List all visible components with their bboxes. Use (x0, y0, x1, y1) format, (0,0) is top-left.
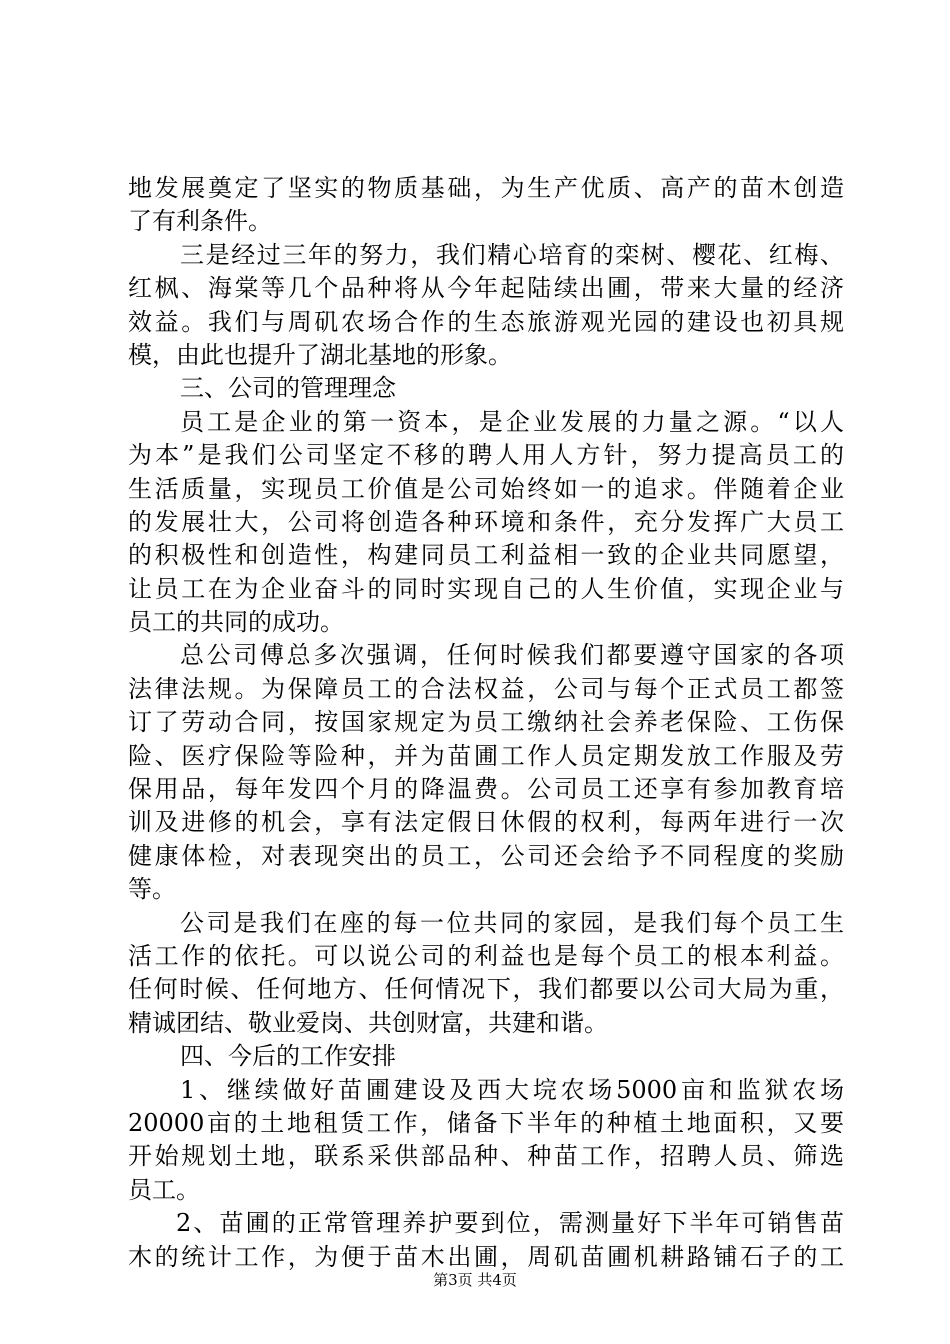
section-heading: 四、今后的工作安排 (180, 1042, 396, 1071)
text-line: 为本”是我们公司坚定不移的聘人用人方针，努力提高员工的 (128, 441, 844, 470)
text-line: 红枫、海棠等几个品种将从今年起陆续出圃，带来大量的经济 (128, 274, 844, 303)
text-line: 1、继续做好苗圃建设及西大垸农场5000亩和监狱农场 (180, 1075, 844, 1104)
text-line: 任何时候、任何地方、任何情况下，我们都要以公司大局为重， (128, 975, 844, 1004)
text-line: 员工是企业的第一资本，是企业发展的力量之源。“以人 (180, 407, 844, 436)
text-line: 活工作的依托。可以说公司的利益也是每个员工的根本利益。 (128, 941, 844, 970)
text-line: 的发展壮大，公司将创造各种环境和条件，充分发挥广大员工 (128, 507, 844, 536)
text-line: 训及进修的机会，享有法定假日休假的权利，每两年进行一次 (128, 808, 844, 837)
text-line: 订了劳动合同，按国家规定为员工缴纳社会养老保险、工伤保 (128, 708, 844, 737)
text-line: 员工的共同的成功。 (128, 608, 344, 637)
text-line: 模，由此也提升了湖北基地的形象。 (128, 340, 512, 369)
text-line: 2、苗圃的正常管理养护要到位，需测量好下半年可销售苗 (176, 1209, 844, 1238)
text-line: 让员工在为企业奋斗的同时实现自己的人生价值，实现企业与 (128, 574, 844, 603)
text-line: 了有利条件。 (128, 207, 272, 236)
text-line: 等。 (128, 875, 176, 904)
page-number-label: 第3页 共4页 (433, 1271, 517, 1289)
text-line: 三是经过三年的努力，我们精心培育的栾树、樱花、红梅、 (180, 240, 844, 269)
text-line: 开始规划土地，联系采供部品种、种苗工作，招聘人员、筛选 (128, 1142, 844, 1171)
document-body (128, 172, 844, 1274)
text-line: 精诚团结、敬业爱岗、共创财富，共建和谐。 (128, 1008, 608, 1037)
text-line: 险、医疗保险等险种，并为苗圃工作人员定期发放工作服及劳 (128, 741, 844, 770)
page-footer (0, 1270, 950, 1290)
section-heading: 三、公司的管理理念 (180, 374, 396, 403)
text-line: 地发展奠定了坚实的物质基础，为生产优质、高产的苗木创造 (128, 174, 844, 202)
text-line: 法律法规。为保障员工的合法权益，公司与每个正式员工都签 (128, 674, 844, 703)
text-line: 员工。 (128, 1175, 200, 1204)
text-line: 木的统计工作，为便于苗木出圃，周矶苗圃机耕路铺石子的工 (128, 1242, 844, 1271)
text-line: 总公司傅总多次强调，任何时候我们都要遵守国家的各项 (180, 641, 844, 670)
text-line: 健康体检，对表现突出的员工，公司还会给予不同程度的奖励 (128, 841, 844, 870)
text-line: 20000亩的土地租赁工作，储备下半年的种植土地面积，又要 (128, 1108, 844, 1137)
text-line: 生活质量，实现员工价值是公司始终如一的追求。伴随着企业 (128, 474, 844, 503)
text-line: 的积极性和创造性，构建同员工利益相一致的企业共同愿望， (128, 541, 844, 570)
text-line: 效益。我们与周矶农场合作的生态旅游观光园的建设也初具规 (128, 307, 844, 336)
text-line: 公司是我们在座的每一位共同的家园，是我们每个员工生 (180, 908, 844, 937)
text-line: 保用品，每年发四个月的降温费。公司员工还享有参加教育培 (128, 775, 844, 804)
